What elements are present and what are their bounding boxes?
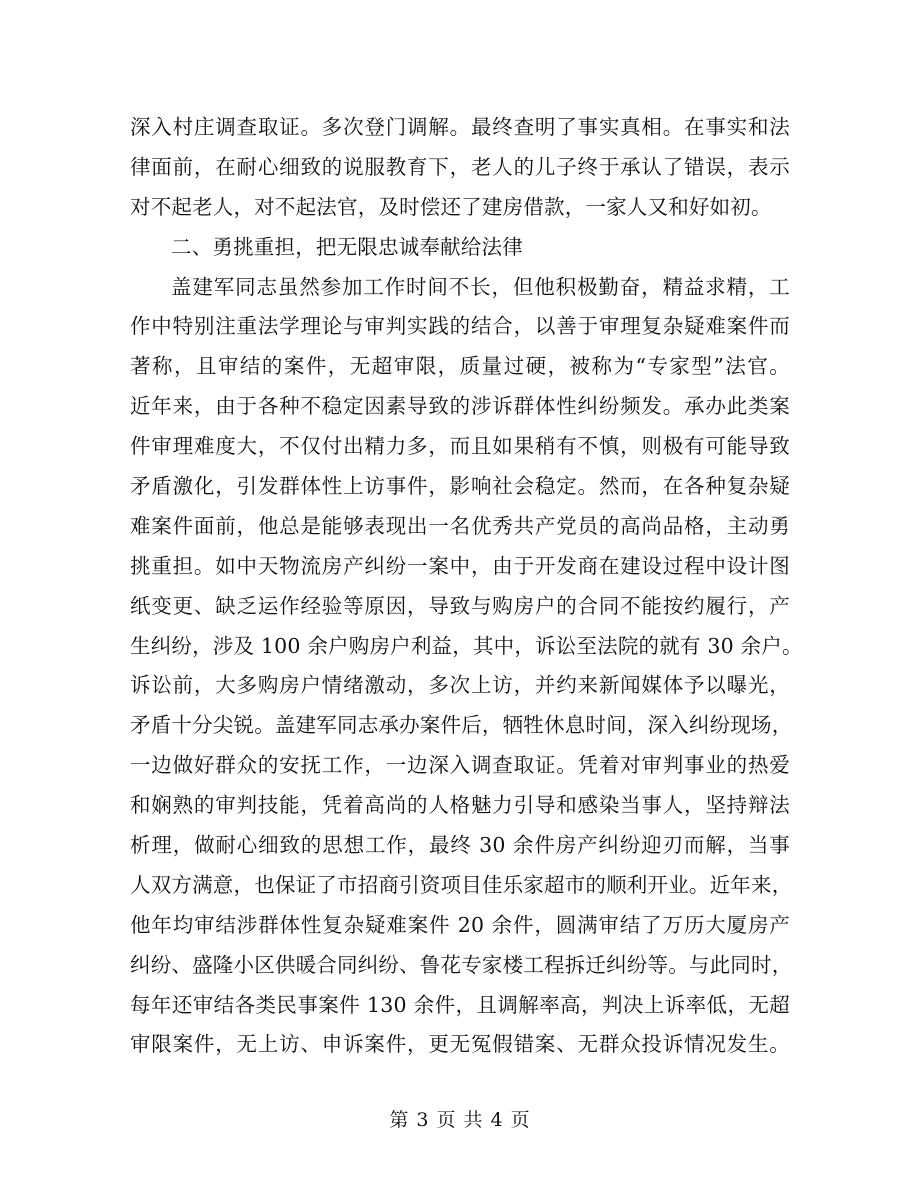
text-line: 难案件面前，他总是能够表现出一名优秀共产党员的高尚品格，主动勇 — [130, 513, 790, 538]
text-line: 纠纷、盛隆小区供暖合同纠纷、鲁花专家楼工程拆迁纠纷等。与此同时， — [130, 952, 793, 977]
section-heading: 二、勇挑重担，把无限忠诚奉献给法律 — [171, 234, 523, 259]
text-line: 律面前，在耐心细致的说服教育下，老人的儿子终于承认了错误，表示 — [130, 154, 790, 179]
text-line: 作中特别注重法学理论与审判实践的结合，以善于审理复杂疑难案件而 — [130, 314, 790, 339]
text-line: 每年还审结各类民事案件 130 余件，且调解率高，判决上诉率低，无超 — [130, 992, 790, 1017]
text-line: 诉讼前，大多购房户情绪激动，多次上访，并约来新闻媒体予以曝光， — [130, 673, 790, 698]
text-line: 纸变更、缺乏运作经验等原因，导致与购房户的合同不能按约履行，产 — [130, 593, 790, 618]
text-line: 他年均审结涉群体性复杂疑难案件 20 余件，圆满审结了万历大厦房产 — [130, 912, 790, 937]
text-line: 人双方满意，也保证了市招商引资项目佳乐家超市的顺利开业。近年来， — [130, 872, 793, 897]
text-line: 和娴熟的审判技能，凭着高尚的人格魅力引导和感染当事人，坚持辩法 — [130, 793, 790, 818]
text-line: 矛盾激化，引发群体性上访事件，影响社会稳定。然而，在各种复杂疑 — [130, 474, 790, 499]
text-line: 审限案件，无上访、申诉案件，更无冤假错案、无群众投诉情况发生。 — [130, 1032, 790, 1057]
text-line: 挑重担。如中天物流房产纠纷一案中，由于开发商在建设过程中设计图 — [130, 553, 790, 578]
text-line: 件审理难度大，不仅付出精力多，而且如果稍有不慎，则极有可能导致 — [130, 434, 790, 459]
text-line: 深入村庄调查取证。多次登门调解。最终查明了事实真相。在事实和法 — [130, 115, 790, 139]
text-line: 对不起老人，对不起法官，及时偿还了建房借款，一家人又和好如初。 — [130, 194, 772, 219]
page-number-footer: 第 3 页 共 4 页 — [389, 1109, 531, 1131]
text-line: 析理，做耐心细致的思想工作，最终 30 余件房产纠纷迎刃而解，当事 — [130, 833, 790, 858]
text-line: 著称，且审结的案件，无超审限，质量过硬，被称为“专家型”法官。 — [130, 354, 790, 379]
text-line: 生纠纷，涉及 100 余户购房户利益，其中，诉讼至法院的就有 30 余户。 — [130, 633, 803, 658]
text-line: 近年来，由于各种不稳定因素导致的涉诉群体性纠纷频发。承办此类案 — [130, 394, 790, 419]
body-text — [130, 108, 803, 1065]
text-line: 矛盾十分尖锐。盖建军同志承办案件后，牺牲休息时间，深入纠纷现场， — [130, 713, 793, 738]
text-line: 盖建军同志虽然参加工作时间不长，但他积极勤奋，精益求精，工 — [171, 274, 790, 299]
text-line: 一边做好群众的安抚工作，一边深入调查取证。凭着对审判事业的热爱 — [130, 753, 790, 778]
